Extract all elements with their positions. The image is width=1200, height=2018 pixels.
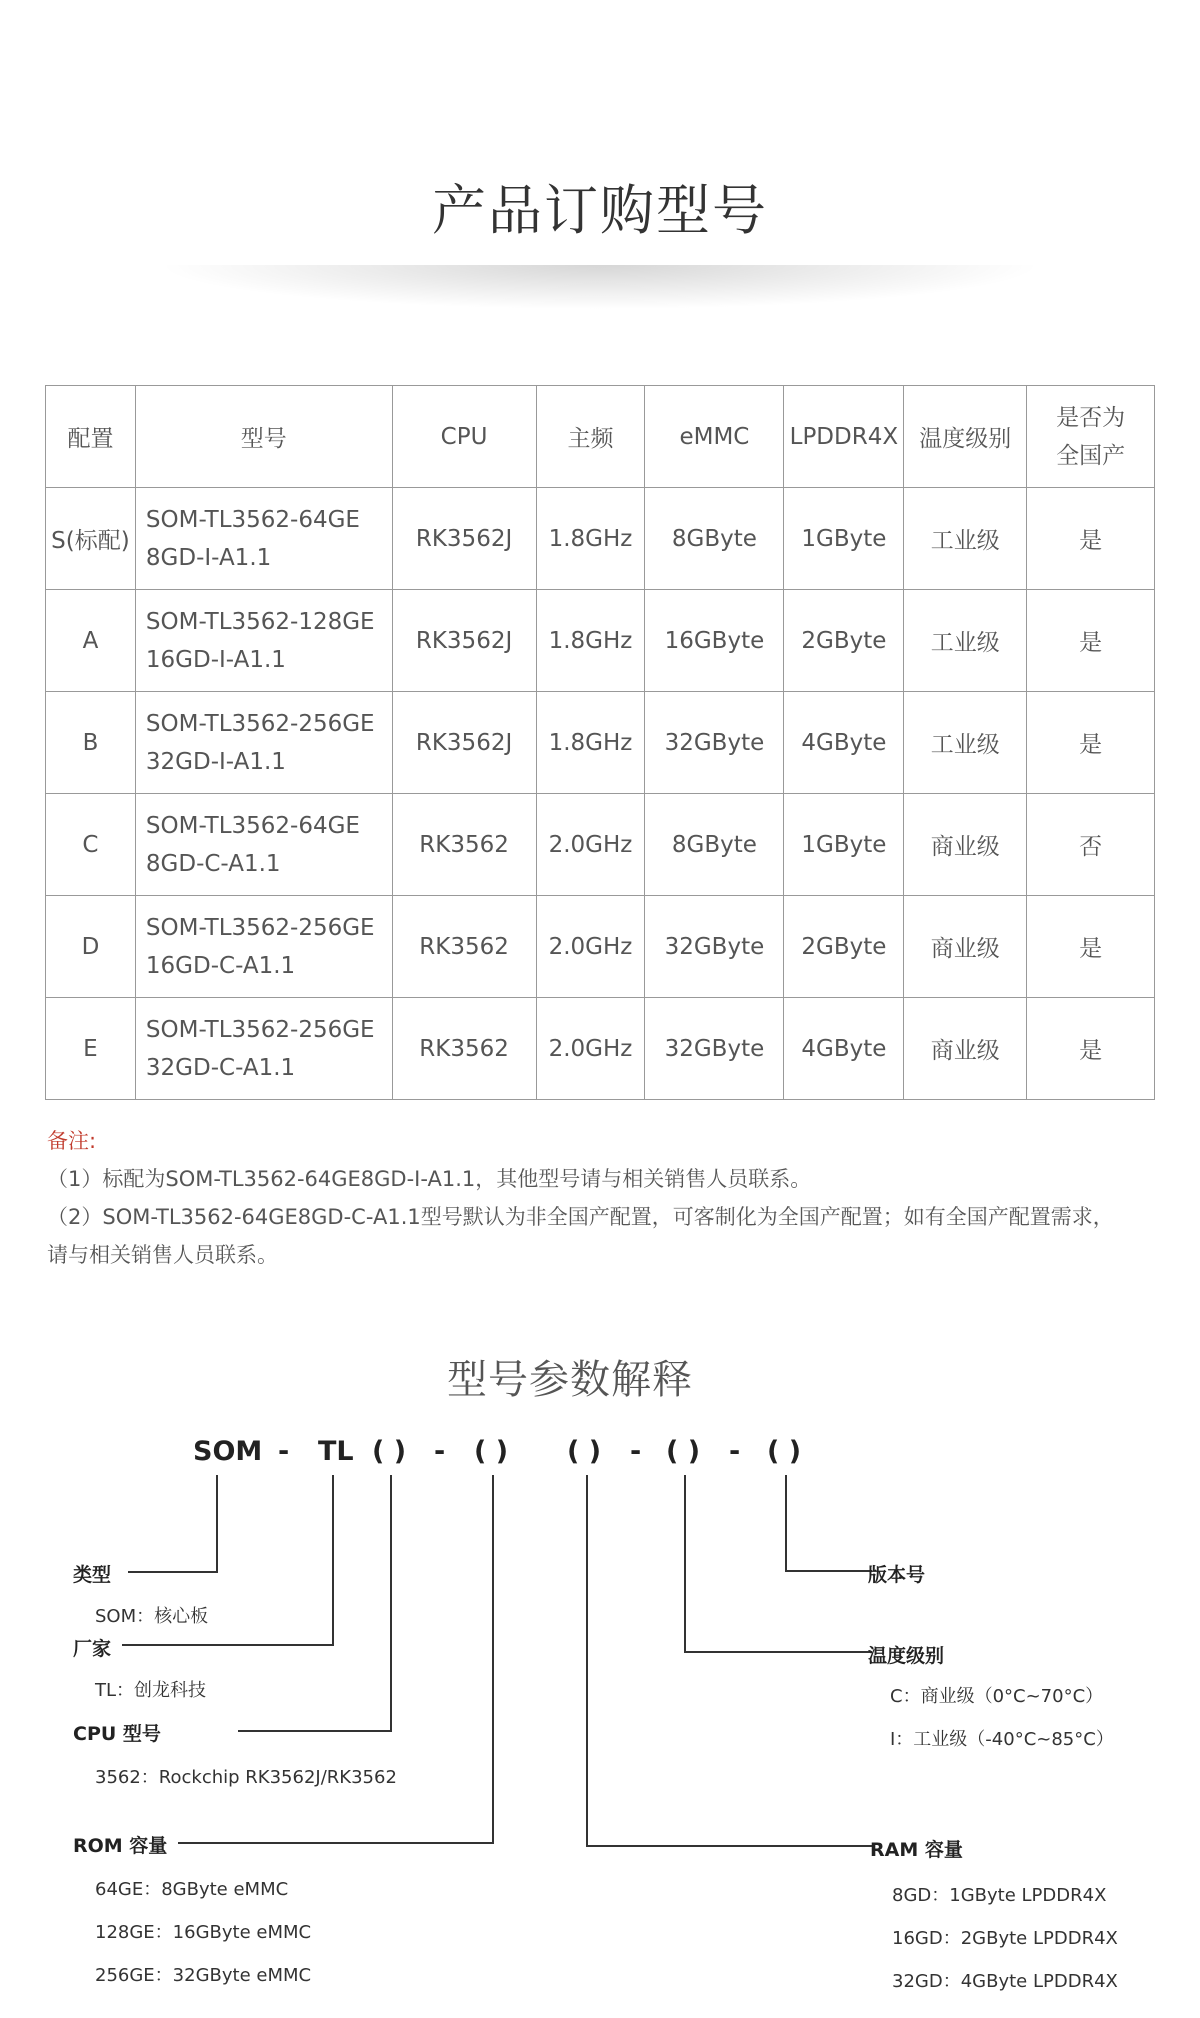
cell-domestic: 是 [1027,590,1155,692]
code-slot-ram: ( ) [567,1436,602,1467]
cell-model-line-1: SOM-TL3562-64GE [145,506,360,533]
note-line-2: （2）SOM-TL3562-64GE8GD-C-A1.1型号默认为非全国产配置，可客制化为全国产配置；如有全国产配置需求， [47,1205,1114,1229]
cell-temp: 商业级 [904,794,1027,896]
value-cpu: 3562：Rockchip RK3562J/RK3562 [95,1767,397,1788]
code-slot-temp: ( ) [666,1436,701,1467]
header-model: 型号 [135,386,392,488]
code-tl: TL [318,1436,354,1467]
cell-emmc: 8GByte [645,794,784,896]
code-dash-4: - [729,1436,741,1467]
value-maker: TL：创龙科技 [95,1680,207,1701]
note-line-3: 请与相关销售人员联系。 [47,1243,278,1267]
section-title-model-params: 型号参数解释 [447,1357,693,1403]
header-domestic-line1: 是否为 [1056,404,1126,431]
value-temp-0: C：商业级（0°C~70°C） [890,1686,1104,1707]
cell-config: B [46,692,136,794]
table-row [46,998,1155,1100]
value-type: SOM：核心板 [95,1606,209,1627]
cell-config: A [46,590,136,692]
cell-cpu: RK3562J [392,590,536,692]
header-cpu: CPU [392,386,536,488]
cell-freq: 2.0GHz [536,794,645,896]
code-slot-rom: ( ) [474,1436,509,1467]
cell-config: C [46,794,136,896]
value-ram-0: 8GD：1GByte LPDDR4X [892,1885,1107,1906]
line-ram [587,1475,872,1846]
cell-ram: 4GByte [784,692,904,794]
cell-emmc: 32GByte [645,896,784,998]
model-code-diagram [0,1420,1200,2010]
cell-model-line-1: SOM-TL3562-256GE [145,710,375,737]
code-dash-3: - [630,1436,642,1467]
header-emmc: eMMC [645,386,784,488]
value-rom-0: 64GE：8GByte eMMC [95,1879,289,1900]
cell-cpu: RK3562 [392,896,536,998]
header-domestic-line2: 全国产 [1056,442,1126,469]
cell-config: E [46,998,136,1100]
cell-model-line-2: 32GD-I-A1.1 [145,748,286,775]
header-temp: 温度级别 [904,386,1027,488]
cell-model-line-2: 8GD-I-A1.1 [145,544,272,571]
title-shadow-divider [30,265,1170,355]
cell-domestic: 是 [1027,896,1155,998]
code-slot-cpu: ( ) [372,1436,407,1467]
cell-domestic: 是 [1027,692,1155,794]
notes-block [47,1122,1167,1274]
cell-freq: 2.0GHz [536,998,645,1100]
cell-ram: 1GByte [784,794,904,896]
cell-model-line-1: SOM-TL3562-256GE [145,1016,375,1043]
header-config: 配置 [46,386,136,488]
cell-ram: 2GByte [784,590,904,692]
table-row [46,794,1155,896]
cell-freq: 1.8GHz [536,590,645,692]
cell-temp: 工业级 [904,692,1027,794]
table-row [46,896,1155,998]
cell-model-line-1: SOM-TL3562-64GE [145,812,360,839]
header-domestic [1027,386,1155,488]
cell-domestic: 是 [1027,488,1155,590]
cell-model-line-1: SOM-TL3562-256GE [145,914,375,941]
cell-temp: 商业级 [904,896,1027,998]
value-temp-1: I：工业级（-40°C~85°C） [890,1729,1114,1750]
table-row [46,590,1155,692]
cell-model [135,590,392,692]
cell-model [135,692,392,794]
cell-domestic: 否 [1027,794,1155,896]
table-row [46,692,1155,794]
cell-model-line-2: 32GD-C-A1.1 [145,1054,296,1081]
cell-emmc: 32GByte [645,998,784,1100]
line-cpu [238,1475,391,1731]
label-rom: ROM 容量 [73,1835,168,1857]
line-temp [685,1475,872,1652]
label-version: 版本号 [868,1564,926,1586]
cell-model [135,998,392,1100]
cell-domestic: 是 [1027,998,1155,1100]
table-header-row [46,386,1155,488]
value-rom-1: 128GE：16GByte eMMC [95,1922,312,1943]
label-cpu: CPU 型号 [73,1723,161,1745]
label-ram: RAM 容量 [870,1839,963,1861]
cell-freq: 2.0GHz [536,896,645,998]
cell-temp: 商业级 [904,998,1027,1100]
header-freq: 主频 [536,386,645,488]
cell-cpu: RK3562J [392,488,536,590]
code-som: SOM [193,1436,263,1467]
label-type: 类型 [73,1564,112,1586]
cell-ram: 1GByte [784,488,904,590]
cell-cpu: RK3562J [392,692,536,794]
cell-model-line-2: 16GD-C-A1.1 [145,952,296,979]
cell-model-line-2: 8GD-C-A1.1 [145,850,281,877]
cell-ram: 2GByte [784,896,904,998]
cell-emmc: 8GByte [645,488,784,590]
cell-temp: 工业级 [904,590,1027,692]
code-slot-version: ( ) [767,1436,802,1467]
cell-model-line-1: SOM-TL3562-128GE [145,608,375,635]
order-model-table [45,385,1155,1100]
note-line-1: （1）标配为SOM-TL3562-64GE8GD-I-A1.1，其他型号请与相关销售人员联系。 [47,1167,812,1191]
label-temp: 温度级别 [868,1645,945,1667]
line-version [786,1475,872,1571]
cell-config: D [46,896,136,998]
value-ram-2: 32GD：4GByte LPDDR4X [892,1971,1118,1992]
page-title: 产品订购型号 [432,179,768,242]
value-ram-1: 16GD：2GByte LPDDR4X [892,1928,1118,1949]
cell-cpu: RK3562 [392,794,536,896]
header-lpddr4x: LPDDR4X [784,386,904,488]
cell-model [135,794,392,896]
table-row [46,488,1155,590]
cell-freq: 1.8GHz [536,488,645,590]
code-dash-2: - [434,1436,446,1467]
cell-model-line-2: 16GD-I-A1.1 [145,646,286,673]
label-maker: 厂家 [73,1638,112,1660]
cell-cpu: RK3562 [392,998,536,1100]
cell-freq: 1.8GHz [536,692,645,794]
cell-model [135,488,392,590]
cell-emmc: 32GByte [645,692,784,794]
code-dash-1: - [278,1436,290,1467]
cell-temp: 工业级 [904,488,1027,590]
notes-heading: 备注: [47,1129,97,1153]
cell-ram: 4GByte [784,998,904,1100]
cell-config: S(标配) [46,488,136,590]
value-rom-2: 256GE：32GByte eMMC [95,1965,312,1986]
cell-model [135,896,392,998]
line-type [128,1475,217,1572]
cell-emmc: 16GByte [645,590,784,692]
